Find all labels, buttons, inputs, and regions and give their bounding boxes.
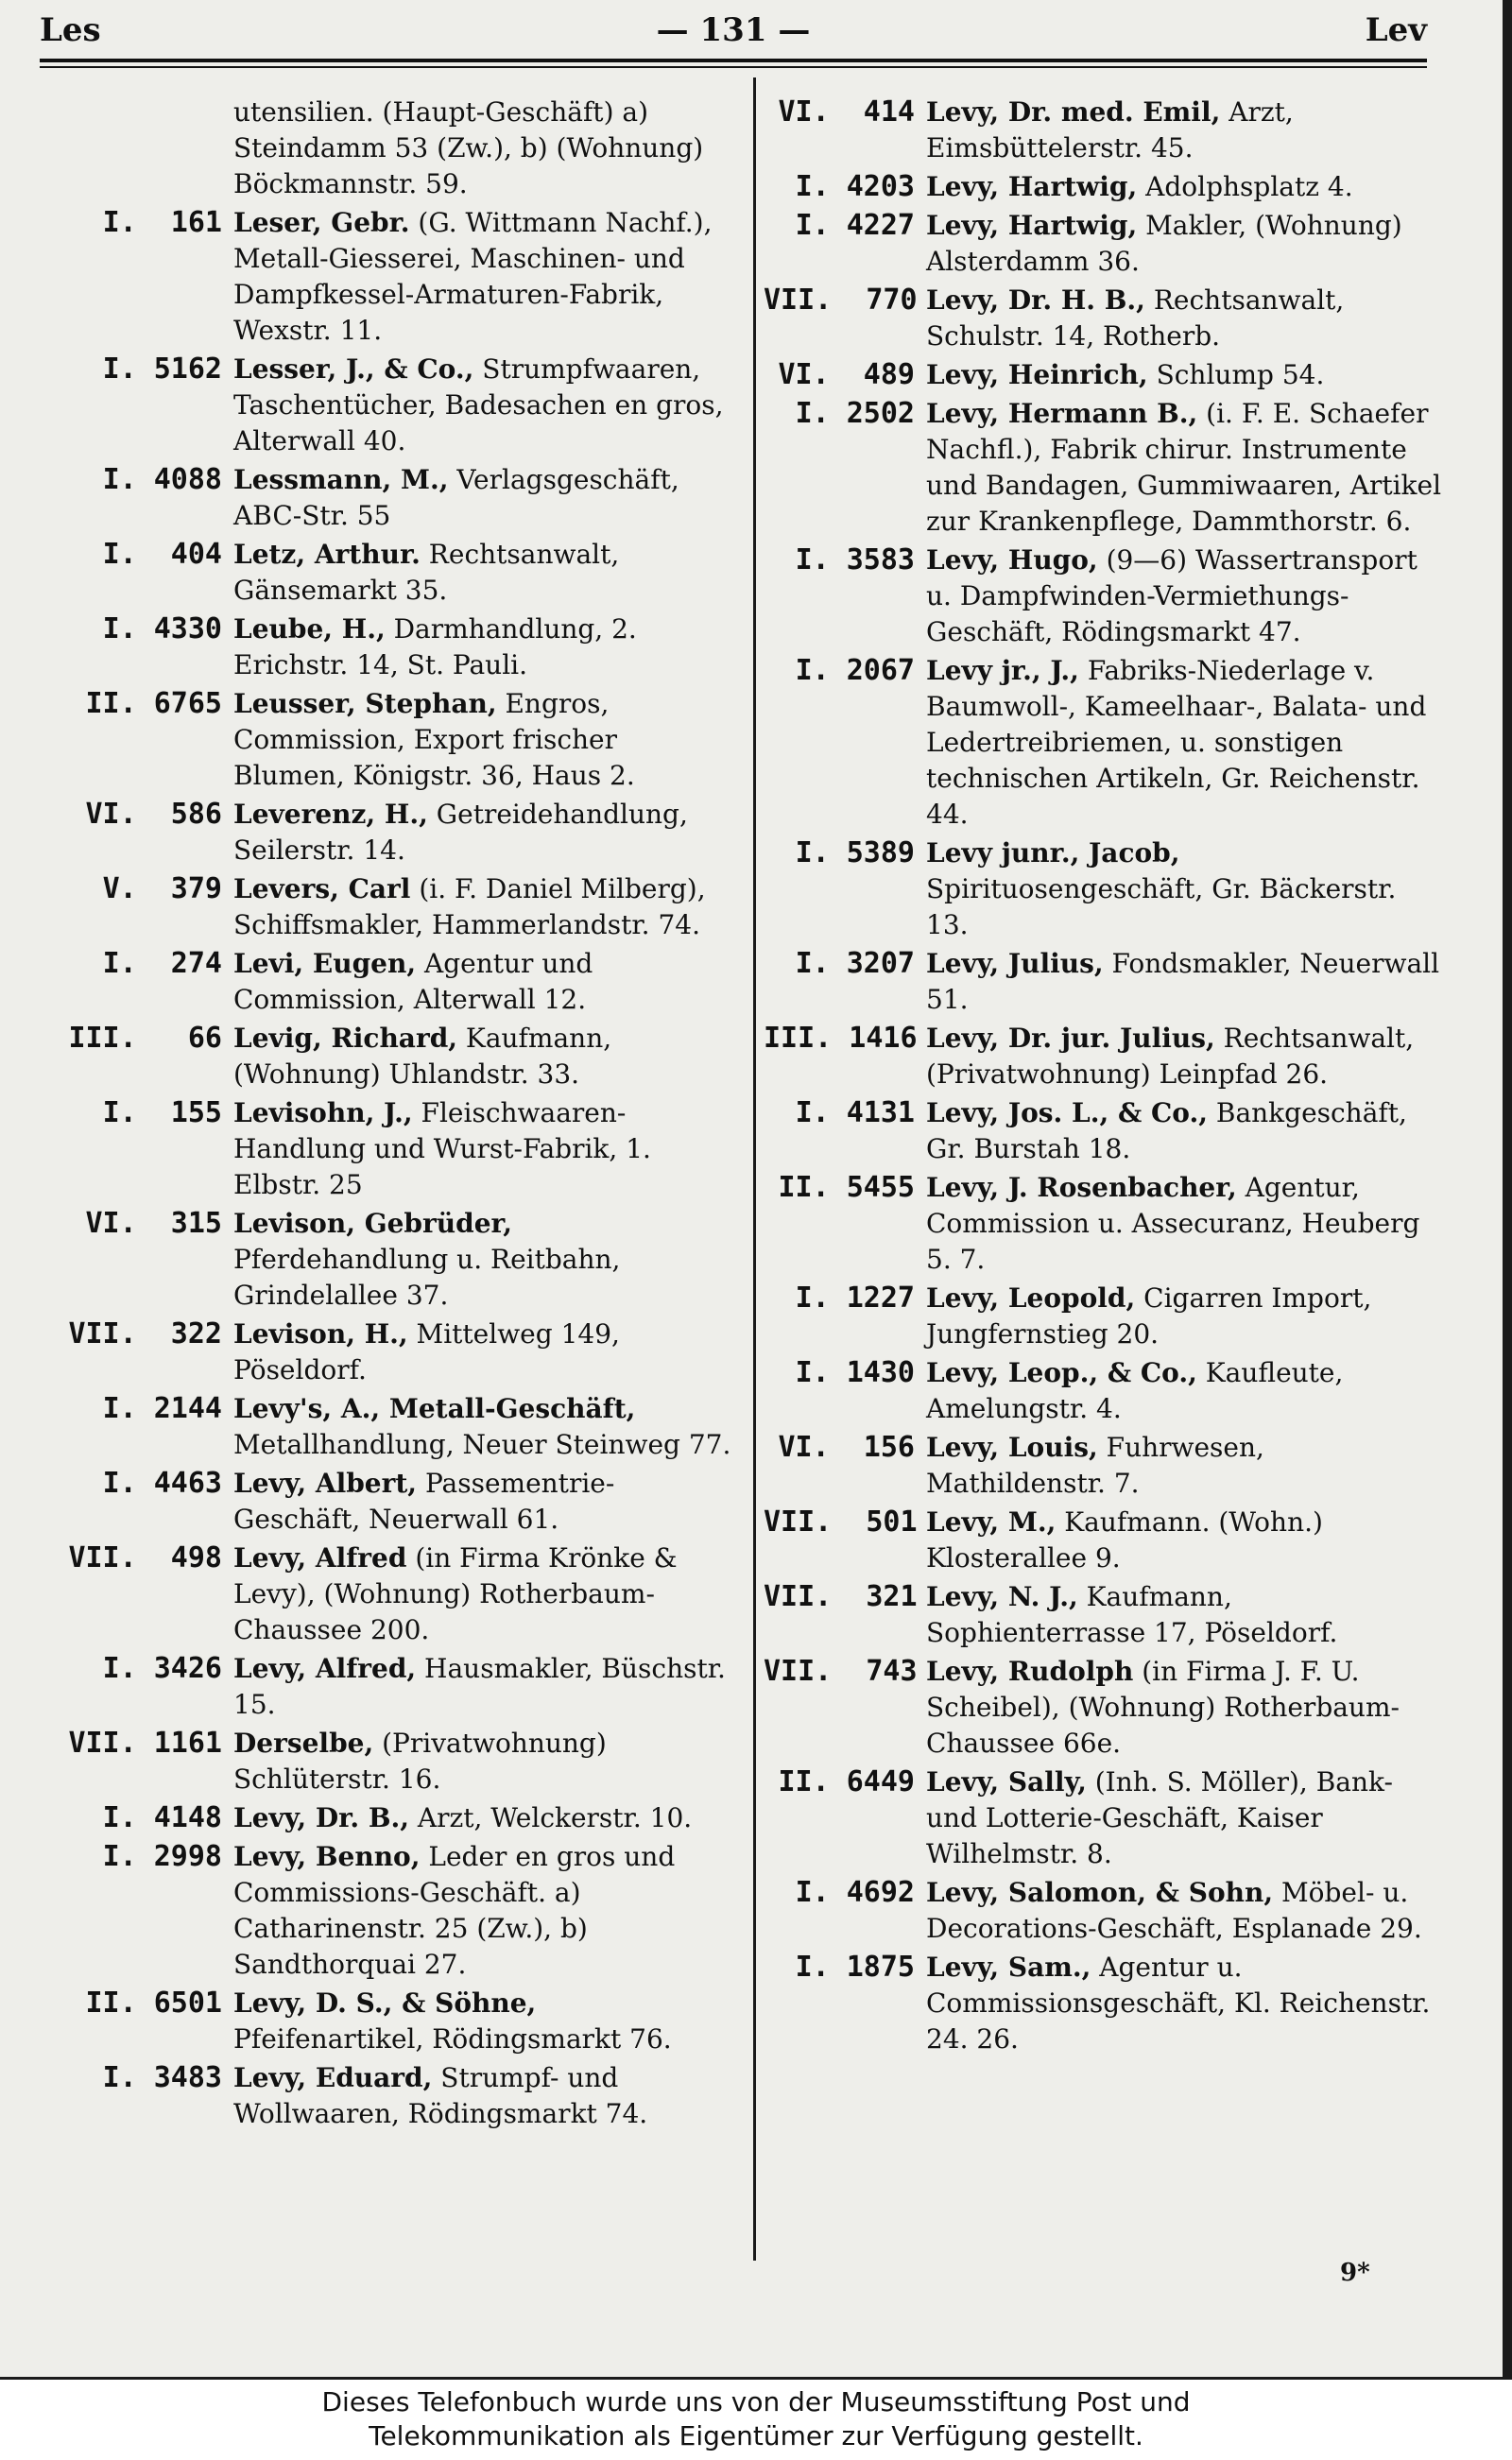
entry-name: Levy junr., Jacob, [926, 837, 1180, 869]
entry-description: (i. F. E. Schaefer Nachfl.), Fabrik chirur. Instrumente und Bandagen, Gummiwaaren, Artikel zur Krankenpflege, Dammthorstr. 6. [926, 398, 1442, 537]
entry-text [233, 1021, 732, 1092]
phone-number: VI. 156 [778, 1431, 915, 1464]
entry-text [926, 1170, 1444, 1278]
entry-text [926, 1764, 1444, 1872]
entry-description: Passementrie-Geschäft, Neuerwall 61. [233, 1468, 615, 1535]
entry-text [233, 1391, 732, 1463]
header-rule-thick [40, 59, 1427, 62]
directory-entry [764, 1950, 1444, 2057]
phone-number: V. 379 [102, 872, 222, 905]
entry-name: Levy, Alfred [233, 1542, 407, 1574]
directory-entry [52, 1391, 732, 1463]
phone-number: I. 3426 [102, 1652, 222, 1685]
entry-name: Leube, H., [233, 613, 386, 645]
entry-description: (in Firma J. F. U. Scheibel), (Wohnung) Rotherbaum-Chaussee 66e. [926, 1656, 1400, 1759]
entry-name: Levy, Sam., [926, 1952, 1091, 1983]
phone-number: VI. 489 [778, 358, 915, 391]
entry-name: Levy, Dr. med. Emil, [926, 96, 1221, 128]
entry-name: Levy, Salomon, & Sohn, [926, 1877, 1274, 1908]
entry-description: (9—6) Wassertransport u. Dampfwinden-Vermiethungs-Geschäft, Rödingsmarkt 47. [926, 544, 1418, 647]
entry-text [233, 1839, 732, 1983]
entry-name: Levy, Leopold, [926, 1282, 1136, 1314]
entry-text [233, 95, 732, 202]
entry-description: Strumpfwaaren, Taschentücher, Badesachen en gros, Alterwall 40. [233, 353, 724, 456]
phone-number: VII. 321 [764, 1580, 918, 1613]
entry-name: Levy, Hermann B., [926, 398, 1198, 429]
phone-number: VII. 770 [764, 284, 918, 317]
entry-description: (Inh. S. Möller), Bank- und Lotterie-Geschäft, Kaiser Wilhelmstr. 8. [926, 1766, 1393, 1869]
phone-number: VII. 743 [764, 1655, 918, 1688]
entry-text [233, 462, 732, 534]
phone-number: I. 161 [102, 206, 222, 239]
entry-description: (in Firma Krönke & Levy), (Wohnung) Rotherbaum-Chaussee 200. [233, 1542, 678, 1645]
entry-text [926, 396, 1444, 540]
entry-description: Arzt, Eimsbüttelerstr. 45. [926, 96, 1294, 163]
directory-entry [764, 1654, 1444, 1762]
directory-entry [52, 1800, 732, 1836]
entry-text [233, 1095, 732, 1203]
directory-entry [764, 1875, 1444, 1947]
entry-description: Agentur und Commission, Alterwall 12. [233, 948, 593, 1015]
phone-number: I. 3483 [102, 2061, 222, 2094]
directory-entry [52, 95, 732, 202]
entry-name: Levy, Hartwig, [926, 210, 1138, 241]
entry-text [233, 1466, 732, 1538]
phone-number: II. 5455 [778, 1171, 915, 1204]
directory-entry [52, 1466, 732, 1538]
entry-description: Rechtsanwalt, Gänsemarkt 35. [233, 539, 620, 606]
entry-text [926, 283, 1444, 354]
directory-entry [764, 208, 1444, 280]
directory-entry [52, 1726, 732, 1798]
directory-entry [52, 1316, 732, 1388]
directory-entry [764, 1095, 1444, 1167]
entry-name: Lesser, J., & Co., [233, 353, 474, 385]
entry-description: (G. Wittmann Nachf.), Metall-Giesserei, Maschinen- und Dampfkessel-Armaturen-Fabrik, Wexstr. 11. [233, 207, 713, 346]
entry-text [233, 1540, 732, 1648]
directory-entry [764, 946, 1444, 1018]
phone-number: VII. 1161 [68, 1727, 222, 1760]
entry-name: Levy, D. S., & Söhne, [233, 1987, 537, 2019]
entry-text [926, 1950, 1444, 2057]
directory-entry [764, 1281, 1444, 1352]
header-left-guide-word: Les [40, 11, 101, 49]
header-right-guide-word: Lev [1365, 11, 1427, 49]
entry-description: (Privatwohnung) Schlüterstr. 16. [233, 1728, 607, 1795]
entry-name: Levig, Richard, [233, 1023, 458, 1054]
phone-number: I. 155 [102, 1096, 222, 1129]
entry-name: Levy, Dr. B., [233, 1802, 409, 1833]
entry-description: Rechtsanwalt, (Privatwohnung) Leinpfad 26. [926, 1023, 1415, 1090]
entry-text [926, 835, 1444, 943]
entry-name: Levy, Dr. H. B., [926, 284, 1145, 316]
entry-description: utensilien. (Haupt-Geschäft) a) Steindamm 53 (Zw.), b) (Wohnung) Böckmannstr. 59. [233, 96, 704, 199]
entry-description: Fuhrwesen, Mathildenstr. 7. [926, 1432, 1264, 1499]
entry-name: Levi, Eugen, [233, 948, 417, 979]
entry-text [233, 1206, 732, 1314]
directory-entry [764, 1505, 1444, 1576]
entry-text [233, 2060, 732, 2132]
phone-number: I. 2998 [102, 1840, 222, 1873]
directory-entry [52, 537, 732, 609]
directory-entry [52, 797, 732, 869]
entry-description: Bankgeschäft, Gr. Burstah 18. [926, 1097, 1407, 1164]
directory-entry [764, 95, 1444, 166]
phone-number: I. 1227 [795, 1282, 915, 1315]
entry-description: Kaufmann. (Wohn.) Klosterallee 9. [926, 1506, 1323, 1574]
entry-name: Levy, Louis, [926, 1432, 1098, 1463]
phone-number: II. 6765 [85, 687, 222, 720]
directory-entry [764, 653, 1444, 833]
entry-name: Derselbe, [233, 1728, 374, 1759]
entry-text [926, 95, 1444, 166]
directory-entry [52, 1540, 732, 1648]
phone-number: I. 4463 [102, 1467, 222, 1500]
phone-number: VI. 586 [85, 798, 222, 831]
entry-text [926, 208, 1444, 280]
phone-number: I. 3583 [795, 543, 915, 576]
entry-name: Levy, Hugo, [926, 544, 1098, 576]
entry-text [926, 1875, 1444, 1947]
phone-number: I. 4227 [795, 209, 915, 242]
entry-name: Letz, Arthur. [233, 539, 421, 570]
entry-name: Levy, Jos. L., & Co., [926, 1097, 1208, 1128]
entry-name: Levy, M., [926, 1506, 1057, 1538]
entry-description: Agentur u. Commissionsgeschäft, Kl. Reichenstr. 24. 26. [926, 1952, 1431, 2055]
footer-line-2: Telekommunikation als Eigentümer zur Verfügung gestellt. [369, 2420, 1143, 2451]
directory-entry [52, 611, 732, 683]
left-column [52, 95, 732, 2135]
entry-name: Levison, H., [233, 1318, 408, 1350]
directory-entry [52, 462, 732, 534]
entry-name: Leusser, Stephan, [233, 688, 497, 719]
phone-number: III. 66 [68, 1022, 222, 1055]
entry-name: Levy, Leop., & Co., [926, 1357, 1197, 1388]
entry-text [926, 653, 1444, 833]
entry-name: Levy, Heinrich, [926, 359, 1148, 390]
directory-entry [764, 542, 1444, 650]
entry-name: Lessmann, M., [233, 464, 449, 495]
entry-text [926, 542, 1444, 650]
entry-text [233, 205, 732, 349]
directory-entry [52, 1206, 732, 1314]
entry-name: Levy, Dr. jur. Julius, [926, 1023, 1215, 1054]
entry-name: Levy jr., J., [926, 655, 1079, 686]
entry-description: Makler, (Wohnung) Alsterdamm 36. [926, 210, 1402, 277]
entry-description: Leder en gros und Commissions-Geschäft. a) Catharinenstr. 25 (Zw.), b) Sandthorquai 27. [233, 1841, 676, 1980]
directory-entry [52, 871, 732, 943]
entry-text [926, 1021, 1444, 1092]
directory-entry [764, 1170, 1444, 1278]
phone-number: II. 6501 [85, 1987, 222, 2020]
entry-name: Levy, Rudolph [926, 1656, 1134, 1687]
entry-description: Pfeifenartikel, Rödingsmarkt 76. [233, 2023, 672, 2055]
entry-text [926, 169, 1444, 205]
entry-description: Kaufmann, Sophienterrasse 17, Pöseldorf. [926, 1581, 1338, 1648]
directory-entry [52, 946, 732, 1018]
entry-description: Verlagsgeschäft, ABC-Str. 55 [233, 464, 679, 531]
directory-entry [52, 1021, 732, 1092]
phone-number: II. 6449 [778, 1765, 915, 1798]
phone-number: I. 2502 [795, 397, 915, 430]
entry-name: Levisohn, J., [233, 1097, 413, 1128]
directory-entry [764, 835, 1444, 943]
directory-entry [764, 1764, 1444, 1872]
entry-text [926, 1505, 1444, 1576]
directory-entry [764, 1579, 1444, 1651]
entry-text [233, 1986, 732, 2057]
phone-number: I. 5162 [102, 353, 222, 386]
phone-number: I. 4692 [795, 1876, 915, 1909]
entry-description: Getreidehandlung, Seilerstr. 14. [233, 799, 688, 866]
directory-entry [52, 1986, 732, 2057]
entry-description: Schlump 54. [1147, 359, 1325, 390]
header-rule-thin [40, 66, 1427, 68]
entry-text [926, 1430, 1444, 1502]
entry-name: Leser, Gebr. [233, 207, 410, 238]
entry-description: Kaufleute, Amelungstr. 4. [926, 1357, 1344, 1424]
entry-text [233, 1800, 732, 1836]
phone-number: I. 4203 [795, 170, 915, 203]
entry-description: Fabriks-Niederlage v. Baumwoll-, Kameelhaar-, Balata- und Ledertreibriemen, u. sonstigen technischen Artikeln, Gr. Reichenstr. 44. [926, 655, 1427, 830]
entry-name: Leverenz, H., [233, 799, 428, 830]
entry-text [233, 1651, 732, 1723]
entry-description: Strumpf- und Wollwaaren, Rödingsmarkt 74. [233, 2062, 648, 2129]
entry-description: Fondsmakler, Neuerwall 51. [926, 948, 1440, 1015]
entry-text [233, 611, 732, 683]
entry-name: Levy, Julius, [926, 948, 1104, 979]
directory-entry [52, 2060, 732, 2132]
phone-number: I. 3207 [795, 947, 915, 980]
entry-text [233, 871, 732, 943]
signature-mark: 9* [1340, 2259, 1370, 2287]
entry-description: Cigarren Import, Jungfernstieg 20. [926, 1282, 1372, 1350]
entry-text [233, 1316, 732, 1388]
entry-text [926, 1095, 1444, 1167]
entry-description: Engros, Commission, Export frischer Blumen, Königstr. 36, Haus 2. [233, 688, 635, 791]
directory-entry [52, 1839, 732, 1983]
directory-entry [52, 686, 732, 794]
entry-text [233, 537, 732, 609]
phone-number: VI. 315 [85, 1207, 222, 1240]
page-header [40, 8, 1427, 57]
entry-name: Levers, Carl [233, 873, 411, 904]
phone-number: VII. 498 [68, 1541, 222, 1574]
entry-name: Levy, Sally, [926, 1766, 1087, 1798]
entry-description: Möbel- u. Decorations-Geschäft, Esplanade 29. [926, 1877, 1422, 1944]
entry-description: Mittelweg 149, Pöseldorf. [233, 1318, 620, 1385]
phone-number: I. 5389 [795, 836, 915, 869]
phone-number: I. 4088 [102, 463, 222, 496]
entry-description: Hausmakler, Büschstr. 15. [233, 1653, 726, 1720]
phone-number: I. 404 [102, 538, 222, 571]
entry-description: Fleischwaaren-Handlung und Wurst-Fabrik, 1. Elbstr. 25 [233, 1097, 651, 1200]
phone-number: III. 1416 [764, 1022, 918, 1055]
phone-number: I. 1430 [795, 1356, 915, 1389]
entry-text [926, 1654, 1444, 1762]
entry-description: Darmhandlung, 2. Erichstr. 14, St. Pauli. [233, 613, 637, 680]
column-divider [753, 77, 756, 2261]
entry-text [926, 1355, 1444, 1427]
entry-description: Metallhandlung, Neuer Steinweg 77. [233, 1429, 731, 1460]
footer-notice [0, 2380, 1512, 2460]
entry-name: Levison, Gebrüder, [233, 1208, 512, 1239]
entry-name: Levy, Alfred, [233, 1653, 417, 1684]
right-column [764, 95, 1444, 2060]
entry-name: Levy, Benno, [233, 1841, 421, 1872]
phone-number: I. 4148 [102, 1801, 222, 1834]
phone-number: VII. 322 [68, 1317, 222, 1350]
page-number: — 131 — [656, 11, 811, 49]
phone-number: I. 1875 [795, 1951, 915, 1984]
entry-description: Pferdehandlung u. Reitbahn, Grindelallee 37. [233, 1244, 621, 1311]
directory-entry [764, 1355, 1444, 1427]
entry-text [233, 352, 732, 459]
entry-description: (i. F. Daniel Milberg), Schiffsmakler, Hammerlandstr. 74. [233, 873, 706, 940]
phone-number: I. 4131 [795, 1096, 915, 1129]
directory-entry [52, 1095, 732, 1203]
entry-description: Spirituosengeschäft, Gr. Bäckerstr. 13. [926, 873, 1397, 940]
entry-name: Levy, Albert, [233, 1468, 418, 1499]
entry-description: Arzt, Welckerstr. 10. [408, 1802, 693, 1833]
phone-number: VII. 501 [764, 1505, 918, 1539]
entry-description: Agentur, Commission u. Assecuranz, Heuberg 5. 7. [926, 1172, 1420, 1275]
directory-entry [764, 283, 1444, 354]
entry-text [233, 946, 732, 1018]
directory-entry [764, 1430, 1444, 1502]
phone-number: I. 2144 [102, 1392, 222, 1425]
directory-entry [52, 1651, 732, 1723]
entry-text [926, 1281, 1444, 1352]
entry-text [926, 357, 1444, 393]
entry-name: Levy, J. Rosenbacher, [926, 1172, 1237, 1203]
entry-name: Levy, Eduard, [233, 2062, 433, 2093]
directory-entry [52, 205, 732, 349]
entry-description: Adolphsplatz 4. [1137, 171, 1353, 202]
directory-entry [764, 169, 1444, 205]
phone-number: I. 4330 [102, 612, 222, 645]
entry-description: Kaufmann, (Wohnung) Uhlandstr. 33. [233, 1023, 612, 1090]
entry-name: Levy, N. J., [926, 1581, 1078, 1612]
entry-text [926, 1579, 1444, 1651]
entry-text [233, 797, 732, 869]
entry-description: Rechtsanwalt, Schulstr. 14, Rotherb. [926, 284, 1345, 352]
entry-text [233, 1726, 732, 1798]
phone-number: VI. 414 [778, 95, 915, 129]
entry-name: Levy's, A., Metall-Geschäft, [233, 1393, 636, 1424]
phone-number: I. 274 [102, 947, 222, 980]
phone-number: I. 2067 [795, 654, 915, 687]
directory-entry [764, 396, 1444, 540]
entry-name: Levy, Hartwig, [926, 171, 1138, 202]
directory-entry [52, 352, 732, 459]
entry-text [233, 686, 732, 794]
directory-entry [764, 357, 1444, 393]
footer-line-1: Dieses Telefonbuch wurde uns von der Museumsstiftung Post und [321, 2386, 1191, 2417]
entry-text [926, 946, 1444, 1018]
directory-entry [764, 1021, 1444, 1092]
